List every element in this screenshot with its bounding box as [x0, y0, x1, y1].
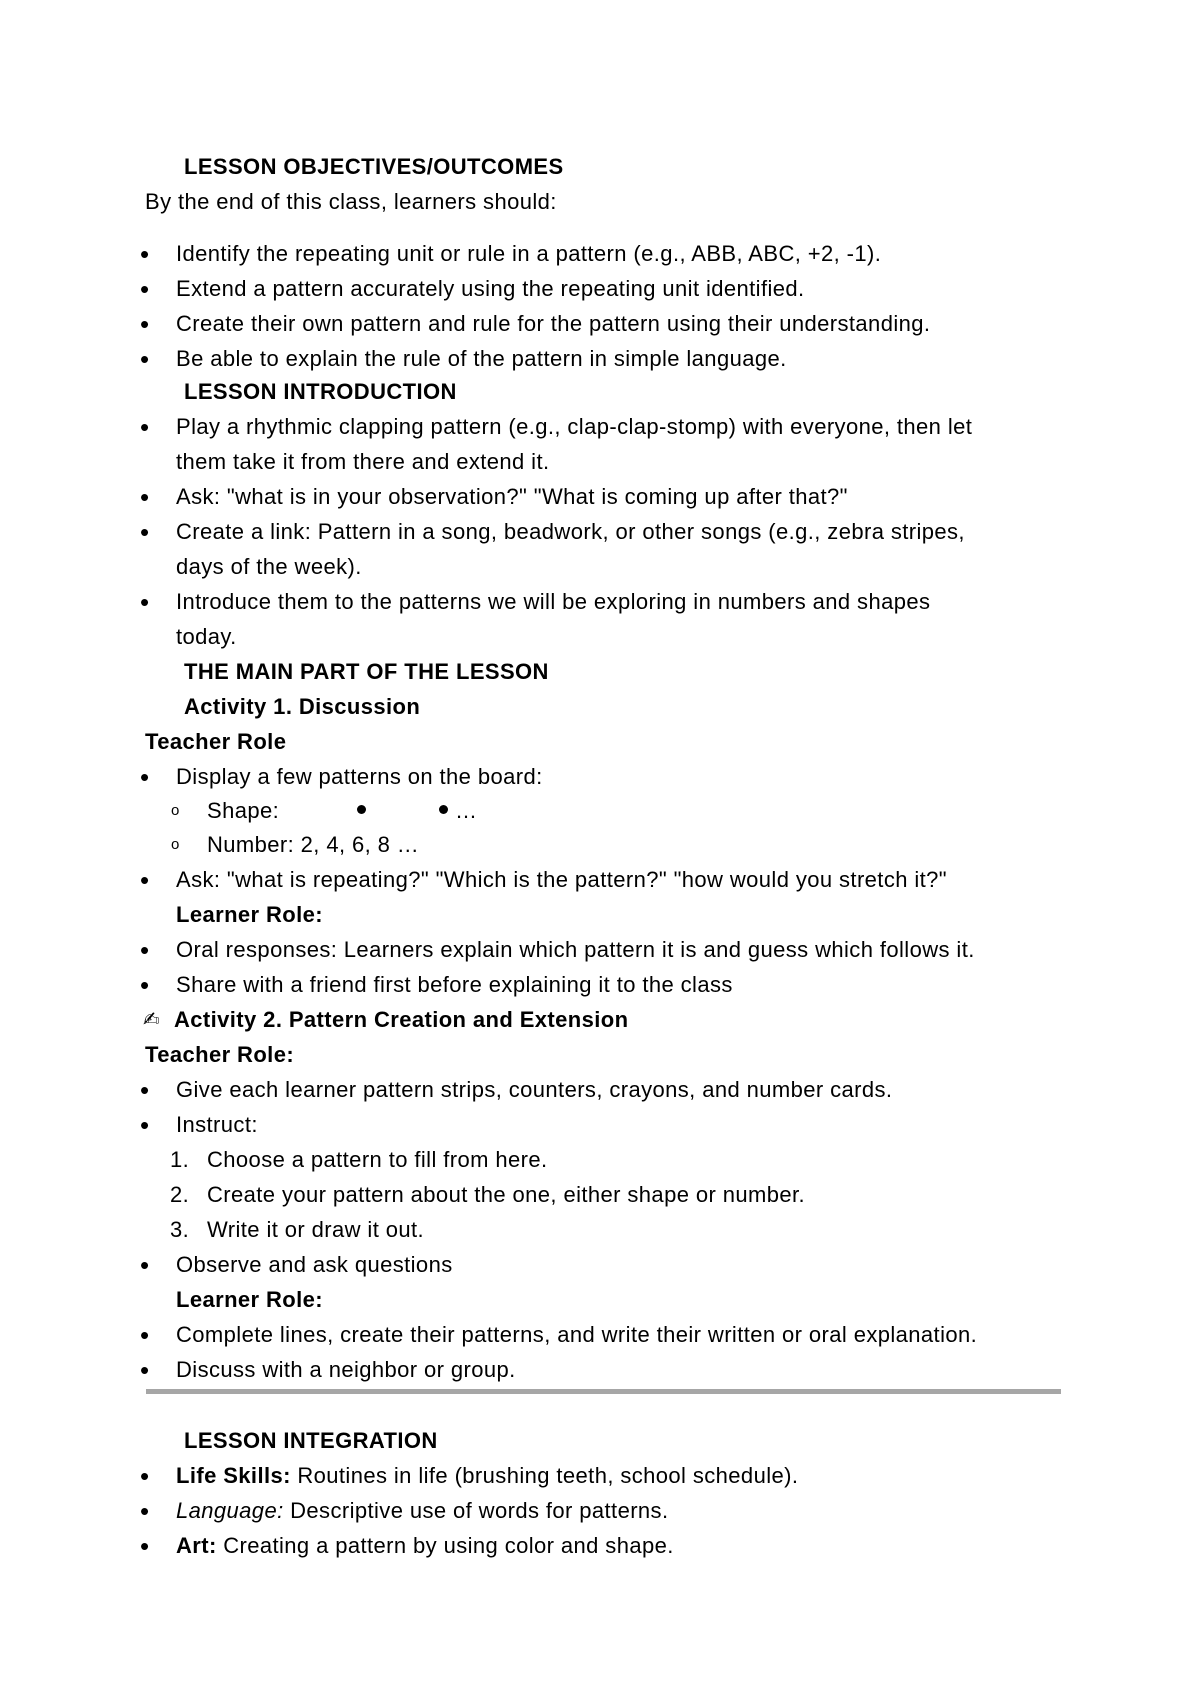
activity1-learner-item: Share with a friend first before explaining it to the class [176, 972, 733, 997]
objective-item: Extend a pattern accurately using the repeating unit identified. [176, 276, 805, 301]
bullet-icon: • [140, 517, 150, 547]
activity1-learner-role: Learner Role: [176, 902, 324, 927]
bullet-icon: • [140, 1110, 150, 1140]
introduction-heading: LESSON INTRODUCTION [184, 379, 457, 404]
bullet-icon: • [140, 587, 150, 617]
integration-heading: LESSON INTEGRATION [184, 1428, 438, 1453]
bullet-icon: • [140, 865, 150, 895]
activity2-give: Give each learner pattern strips, counters, crayons, and number cards. [176, 1077, 893, 1102]
activity1-display: Display a few patterns on the board: [176, 764, 543, 789]
shape-pattern-ellipsis: … [455, 798, 478, 823]
objective-item: Be able to explain the rule of the pattern in simple language. [176, 346, 787, 371]
activity2-title: Activity 2. Pattern Creation and Extension [174, 1007, 629, 1032]
intro-item-line: days of the week). [176, 554, 362, 579]
shape-pattern-dot-icon [439, 797, 448, 825]
activity2-step: Create your pattern about the one, either shape or number. [207, 1182, 806, 1207]
bullet-icon: • [140, 1320, 150, 1350]
objective-item: Identify the repeating unit or rule in a pattern (e.g., ABB, ABC, +2, -1). [176, 241, 882, 266]
step-number: 3. [170, 1217, 190, 1242]
integration-item-art [176, 1532, 674, 1560]
activity2-learner-item: Discuss with a neighbor or group. [176, 1357, 516, 1382]
objectives-heading: LESSON OBJECTIVES/OUTCOMES [184, 154, 564, 179]
bullet-icon: • [140, 1461, 150, 1491]
intro-item-line: Introduce them to the patterns we will be exploring in numbers and shapes [176, 589, 931, 614]
bullet-icon: • [140, 309, 150, 339]
objective-item: Create their own pattern and rule for the pattern using their understanding. [176, 311, 931, 336]
activity1-teacher-role: Teacher Role [145, 729, 287, 754]
activity1-ask: Ask: "what is repeating?" "Which is the pattern?" "how would you stretch it?" [176, 867, 948, 892]
bullet-icon: • [140, 935, 150, 965]
bullet-icon: • [140, 344, 150, 374]
activity2-learner-item: Complete lines, create their patterns, and write their written or oral explanation. [176, 1322, 978, 1347]
integration-item-life-skills [176, 1462, 798, 1490]
shape-pattern-dot-icon [357, 797, 366, 825]
intro-item-line: them take it from there and extend it. [176, 449, 550, 474]
bullet-icon: • [140, 762, 150, 792]
objectives-intro: By the end of this class, learners should: [145, 189, 557, 214]
intro-item-line: Play a rhythmic clapping pattern (e.g., clap-clap-stomp) with everyone, then let [176, 414, 973, 439]
step-number: 2. [170, 1182, 190, 1207]
bullet-icon: • [140, 1496, 150, 1526]
bullet-icon: • [140, 482, 150, 512]
bullet-icon: • [140, 1355, 150, 1385]
integration-label: Language: [176, 1498, 284, 1523]
horizontal-divider [146, 1389, 1061, 1394]
step-number: 1. [170, 1147, 190, 1172]
bullet-icon: • [140, 274, 150, 304]
number-pattern-label: Number: 2, 4, 6, 8 … [207, 832, 420, 857]
sub-bullet-icon: o [171, 836, 180, 853]
integration-item-language [176, 1497, 668, 1525]
integration-label: Life Skills: [176, 1463, 291, 1488]
activity2-teacher-role: Teacher Role: [145, 1042, 295, 1067]
bullet-icon: • [140, 1075, 150, 1105]
activity2-instruct: Instruct: [176, 1112, 258, 1137]
integration-text: Descriptive use of words for patterns. [283, 1498, 669, 1523]
intro-item-line: Create a link: Pattern in a song, beadwork, or other songs (e.g., zebra stripes, [176, 519, 965, 544]
activity1-title: Activity 1. Discussion [184, 694, 421, 719]
shape-pattern-label: Shape: [207, 798, 280, 823]
integration-text: Creating a pattern by using color and shape. [216, 1533, 674, 1558]
activity1-learner-item: Oral responses: Learners explain which pattern it is and guess which follows it. [176, 937, 975, 962]
bullet-icon: • [140, 239, 150, 269]
intro-item-line: Ask: "what is in your observation?" "What is coming up after that?" [176, 484, 848, 509]
bullet-icon: • [140, 1531, 150, 1561]
activity2-learner-role: Learner Role: [176, 1287, 324, 1312]
main-heading: THE MAIN PART OF THE LESSON [184, 659, 549, 684]
activity2-observe: Observe and ask questions [176, 1252, 453, 1277]
bullet-icon: • [140, 412, 150, 442]
integration-label: Art: [176, 1533, 217, 1558]
bullet-icon: • [140, 1250, 150, 1280]
bullet-icon: • [140, 970, 150, 1000]
sub-bullet-icon: o [171, 802, 180, 819]
intro-item-line: today. [176, 624, 237, 649]
activity2-step: Choose a pattern to fill from here. [207, 1147, 548, 1172]
writing-hand-icon: ✍ [143, 1009, 161, 1031]
activity2-step: Write it or draw it out. [207, 1217, 425, 1242]
integration-text: Routines in life (brushing teeth, school schedule). [290, 1463, 799, 1488]
